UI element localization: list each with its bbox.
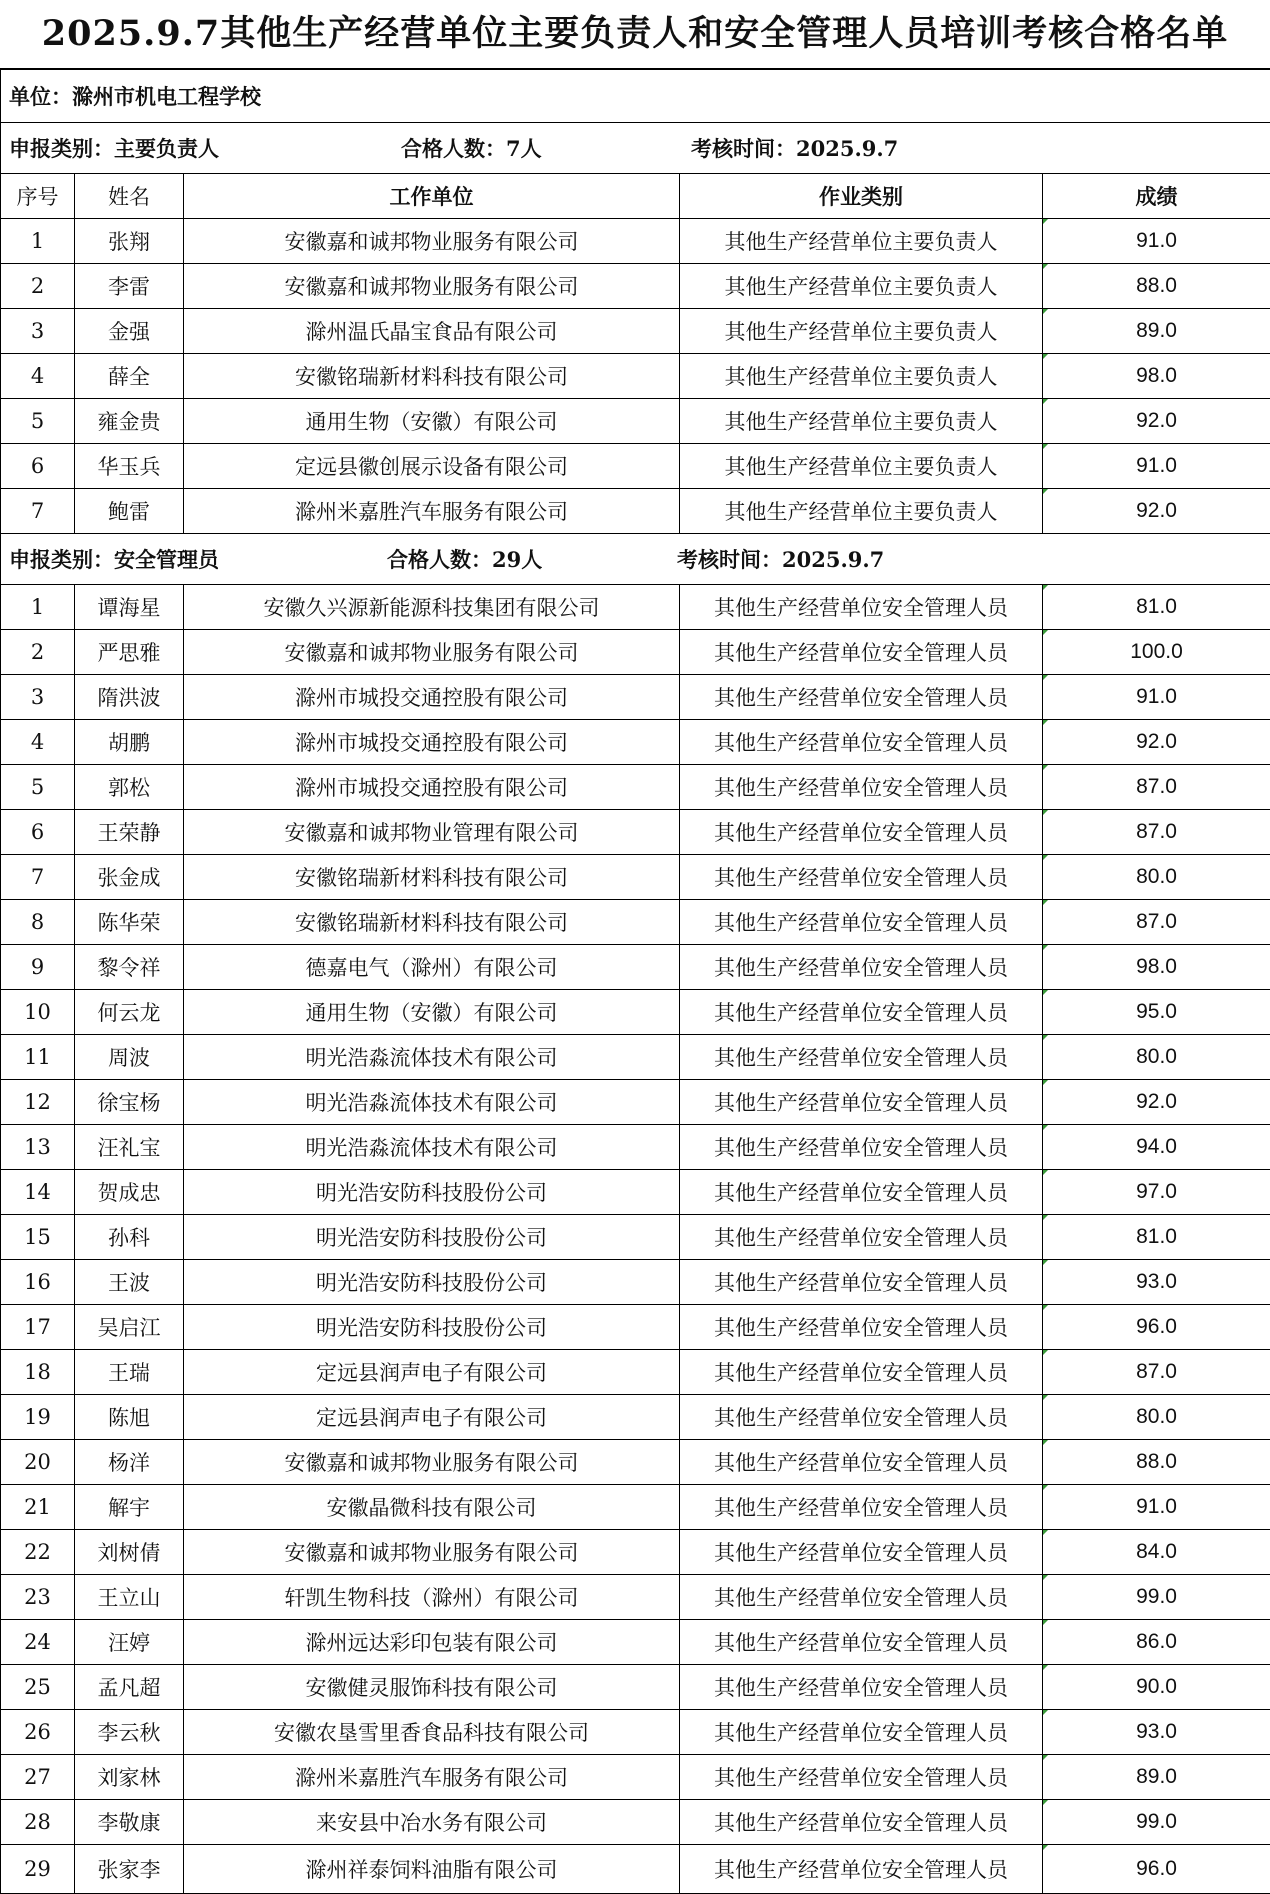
employer: 滁州市城投交通控股有限公司 (184, 675, 680, 720)
row-index: 3 (1, 675, 75, 720)
job-category: 其他生产经营单位安全管理人员 (680, 1845, 1043, 1894)
table-row (1, 720, 1270, 765)
employer: 安徽嘉和诚邦物业服务有限公司 (184, 1530, 680, 1575)
row-index: 11 (1, 1035, 75, 1080)
pass-count: 合格人数：7人 (387, 133, 691, 163)
job-category: 其他生产经营单位安全管理人员 (680, 765, 1043, 810)
score: 91.0 (1043, 444, 1270, 489)
table-row (1, 1665, 1270, 1710)
employer: 滁州市城投交通控股有限公司 (184, 720, 680, 765)
job-category: 其他生产经营单位安全管理人员 (680, 720, 1043, 765)
score: 98.0 (1043, 354, 1270, 399)
person-name: 杨洋 (75, 1440, 184, 1485)
table-row (1, 900, 1270, 945)
person-name: 李云秋 (75, 1710, 184, 1755)
row-index: 29 (1, 1845, 75, 1894)
person-name: 谭海星 (75, 585, 184, 630)
score: 80.0 (1043, 855, 1270, 900)
row-index: 10 (1, 990, 75, 1035)
table-row (1, 489, 1270, 534)
person-name: 王荣静 (75, 810, 184, 855)
table-row (1, 1125, 1270, 1170)
score: 81.0 (1043, 585, 1270, 630)
unit-row (1, 70, 1270, 123)
person-name: 张家李 (75, 1845, 184, 1894)
job-category: 其他生产经营单位安全管理人员 (680, 1440, 1043, 1485)
job-category: 其他生产经营单位安全管理人员 (680, 900, 1043, 945)
row-index: 1 (1, 219, 75, 264)
row-index: 4 (1, 720, 75, 765)
person-name: 严思雅 (75, 630, 184, 675)
job-category: 其他生产经营单位主要负责人 (680, 444, 1043, 489)
table-row (1, 1170, 1270, 1215)
score: 92.0 (1043, 720, 1270, 765)
person-name: 雍金贵 (75, 399, 184, 444)
score: 93.0 (1043, 1710, 1270, 1755)
employer: 安徽嘉和诚邦物业服务有限公司 (184, 219, 680, 264)
row-index: 6 (1, 810, 75, 855)
job-category: 其他生产经营单位安全管理人员 (680, 1575, 1043, 1620)
score: 96.0 (1043, 1845, 1270, 1894)
job-category: 其他生产经营单位安全管理人员 (680, 1260, 1043, 1305)
row-index: 22 (1, 1530, 75, 1575)
row-index: 19 (1, 1395, 75, 1440)
category-cell (1, 534, 1270, 585)
employer: 通用生物（安徽）有限公司 (184, 399, 680, 444)
score: 93.0 (1043, 1260, 1270, 1305)
row-index: 25 (1, 1665, 75, 1710)
person-name: 黎令祥 (75, 945, 184, 990)
job-category: 其他生产经营单位主要负责人 (680, 264, 1043, 309)
table-row (1, 309, 1270, 354)
category-label: 申报类别：主要负责人 (9, 133, 387, 163)
job-category: 其他生产经营单位安全管理人员 (680, 1620, 1043, 1665)
score: 80.0 (1043, 1035, 1270, 1080)
job-category: 其他生产经营单位安全管理人员 (680, 810, 1043, 855)
person-name: 解宇 (75, 1485, 184, 1530)
score: 99.0 (1043, 1800, 1270, 1845)
roster-body (1, 70, 1270, 1894)
job-category: 其他生产经营单位安全管理人员 (680, 1080, 1043, 1125)
row-index: 24 (1, 1620, 75, 1665)
table-row (1, 1350, 1270, 1395)
job-category: 其他生产经营单位安全管理人员 (680, 1710, 1043, 1755)
row-index: 4 (1, 354, 75, 399)
score: 91.0 (1043, 1485, 1270, 1530)
employer: 明光浩安防科技股份公司 (184, 1260, 680, 1305)
table-row (1, 399, 1270, 444)
employer: 明光浩淼流体技术有限公司 (184, 1125, 680, 1170)
score: 98.0 (1043, 945, 1270, 990)
table-row (1, 990, 1270, 1035)
table-row (1, 765, 1270, 810)
row-index: 28 (1, 1800, 75, 1845)
employer: 滁州米嘉胜汽车服务有限公司 (184, 1755, 680, 1800)
row-index: 9 (1, 945, 75, 990)
employer: 安徽铭瑞新材料科技有限公司 (184, 354, 680, 399)
page-title: 2025.9.7其他生产经营单位主要负责人和安全管理人员培训考核合格名单 (0, 0, 1270, 69)
score: 89.0 (1043, 1755, 1270, 1800)
table-row (1, 1755, 1270, 1800)
person-name: 刘树倩 (75, 1530, 184, 1575)
table-row (1, 585, 1270, 630)
score: 94.0 (1043, 1125, 1270, 1170)
person-name: 周波 (75, 1035, 184, 1080)
row-index: 6 (1, 444, 75, 489)
table-row (1, 264, 1270, 309)
header-row (1, 174, 1270, 219)
row-index: 27 (1, 1755, 75, 1800)
table-row (1, 1395, 1270, 1440)
score: 95.0 (1043, 990, 1270, 1035)
person-name: 陈旭 (75, 1395, 184, 1440)
header-index: 序号 (1, 174, 75, 219)
person-name: 汪礼宝 (75, 1125, 184, 1170)
employer: 安徽健灵服饰科技有限公司 (184, 1665, 680, 1710)
table-row (1, 1800, 1270, 1845)
score: 88.0 (1043, 264, 1270, 309)
score: 84.0 (1043, 1530, 1270, 1575)
row-index: 23 (1, 1575, 75, 1620)
person-name: 华玉兵 (75, 444, 184, 489)
header-score: 成绩 (1043, 174, 1270, 219)
score: 99.0 (1043, 1575, 1270, 1620)
job-category: 其他生产经营单位主要负责人 (680, 354, 1043, 399)
row-index: 20 (1, 1440, 75, 1485)
person-name: 汪婷 (75, 1620, 184, 1665)
employer: 明光浩淼流体技术有限公司 (184, 1035, 680, 1080)
score: 97.0 (1043, 1170, 1270, 1215)
job-category: 其他生产经营单位安全管理人员 (680, 945, 1043, 990)
person-name: 薛全 (75, 354, 184, 399)
pass-count: 合格人数：29人 (387, 544, 677, 574)
score: 87.0 (1043, 810, 1270, 855)
job-category: 其他生产经营单位安全管理人员 (680, 1395, 1043, 1440)
job-category: 其他生产经营单位安全管理人员 (680, 1035, 1043, 1080)
score: 92.0 (1043, 1080, 1270, 1125)
person-name: 郭松 (75, 765, 184, 810)
employer: 安徽铭瑞新材料科技有限公司 (184, 900, 680, 945)
employer: 通用生物（安徽）有限公司 (184, 990, 680, 1035)
employer: 定远县润声电子有限公司 (184, 1350, 680, 1395)
employer: 明光浩安防科技股份公司 (184, 1305, 680, 1350)
table-row (1, 1035, 1270, 1080)
person-name: 李雷 (75, 264, 184, 309)
score: 100.0 (1043, 630, 1270, 675)
job-category: 其他生产经营单位主要负责人 (680, 309, 1043, 354)
job-category: 其他生产经营单位安全管理人员 (680, 990, 1043, 1035)
person-name: 吴启江 (75, 1305, 184, 1350)
job-category: 其他生产经营单位主要负责人 (680, 219, 1043, 264)
job-category: 其他生产经营单位安全管理人员 (680, 1215, 1043, 1260)
employer: 滁州温氏晶宝食品有限公司 (184, 309, 680, 354)
person-name: 胡鹏 (75, 720, 184, 765)
table-row (1, 1440, 1270, 1485)
row-index: 18 (1, 1350, 75, 1395)
row-index: 5 (1, 765, 75, 810)
table-row (1, 444, 1270, 489)
category-label: 申报类别：安全管理员 (9, 544, 387, 574)
row-index: 21 (1, 1485, 75, 1530)
row-index: 3 (1, 309, 75, 354)
person-name: 鲍雷 (75, 489, 184, 534)
person-name: 徐宝杨 (75, 1080, 184, 1125)
row-index: 2 (1, 630, 75, 675)
header-job-category: 作业类别 (680, 174, 1043, 219)
employer: 轩凯生物科技（滁州）有限公司 (184, 1575, 680, 1620)
table-row (1, 1710, 1270, 1755)
employer: 安徽久兴源新能源科技集团有限公司 (184, 585, 680, 630)
person-name: 王波 (75, 1260, 184, 1305)
table-row (1, 630, 1270, 675)
row-index: 2 (1, 264, 75, 309)
table-row (1, 1620, 1270, 1665)
score: 87.0 (1043, 900, 1270, 945)
employer: 滁州市城投交通控股有限公司 (184, 765, 680, 810)
score: 90.0 (1043, 1665, 1270, 1710)
row-index: 13 (1, 1125, 75, 1170)
job-category: 其他生产经营单位安全管理人员 (680, 630, 1043, 675)
job-category: 其他生产经营单位主要负责人 (680, 489, 1043, 534)
employer: 滁州祥泰饲料油脂有限公司 (184, 1845, 680, 1894)
header-name: 姓名 (75, 174, 184, 219)
person-name: 孟凡超 (75, 1665, 184, 1710)
table-row (1, 855, 1270, 900)
job-category: 其他生产经营单位安全管理人员 (680, 1665, 1043, 1710)
category-row (1, 123, 1270, 174)
row-index: 7 (1, 489, 75, 534)
row-index: 12 (1, 1080, 75, 1125)
person-name: 李敬康 (75, 1800, 184, 1845)
row-index: 5 (1, 399, 75, 444)
score: 96.0 (1043, 1305, 1270, 1350)
job-category: 其他生产经营单位安全管理人员 (680, 1170, 1043, 1215)
employer: 安徽农垦雪里香食品科技有限公司 (184, 1710, 680, 1755)
employer: 安徽嘉和诚邦物业服务有限公司 (184, 264, 680, 309)
table-row (1, 219, 1270, 264)
score: 88.0 (1043, 1440, 1270, 1485)
row-index: 1 (1, 585, 75, 630)
score: 92.0 (1043, 489, 1270, 534)
job-category: 其他生产经营单位安全管理人员 (680, 1485, 1043, 1530)
person-name: 何云龙 (75, 990, 184, 1035)
category-cell (1, 123, 1270, 174)
table-row (1, 810, 1270, 855)
person-name: 张翔 (75, 219, 184, 264)
table-row (1, 1575, 1270, 1620)
employer: 安徽晶微科技有限公司 (184, 1485, 680, 1530)
score: 92.0 (1043, 399, 1270, 444)
employer: 滁州米嘉胜汽车服务有限公司 (184, 489, 680, 534)
job-category: 其他生产经营单位安全管理人员 (680, 1125, 1043, 1170)
person-name: 金强 (75, 309, 184, 354)
employer: 定远县徽创展示设备有限公司 (184, 444, 680, 489)
row-index: 7 (1, 855, 75, 900)
employer: 来安县中冶水务有限公司 (184, 1800, 680, 1845)
table-row (1, 1305, 1270, 1350)
score: 89.0 (1043, 309, 1270, 354)
row-index: 17 (1, 1305, 75, 1350)
row-index: 15 (1, 1215, 75, 1260)
table-row (1, 1845, 1270, 1894)
table-row (1, 354, 1270, 399)
table-row (1, 675, 1270, 720)
score: 86.0 (1043, 1620, 1270, 1665)
exam-time: 考核时间：2025.9.7 (691, 133, 898, 163)
employer: 明光浩安防科技股份公司 (184, 1170, 680, 1215)
person-name: 张金成 (75, 855, 184, 900)
roster-table (0, 69, 1270, 1894)
employer: 安徽嘉和诚邦物业管理有限公司 (184, 810, 680, 855)
employer: 安徽嘉和诚邦物业服务有限公司 (184, 630, 680, 675)
person-name: 王立山 (75, 1575, 184, 1620)
job-category: 其他生产经营单位主要负责人 (680, 399, 1043, 444)
table-row (1, 1485, 1270, 1530)
exam-time: 考核时间：2025.9.7 (677, 544, 884, 574)
person-name: 隋洪波 (75, 675, 184, 720)
header-employer: 工作单位 (184, 174, 680, 219)
score: 87.0 (1043, 1350, 1270, 1395)
row-index: 8 (1, 900, 75, 945)
employer: 安徽铭瑞新材料科技有限公司 (184, 855, 680, 900)
job-category: 其他生产经营单位安全管理人员 (680, 1755, 1043, 1800)
score: 87.0 (1043, 765, 1270, 810)
person-name: 陈华荣 (75, 900, 184, 945)
job-category: 其他生产经营单位安全管理人员 (680, 1305, 1043, 1350)
person-name: 贺成忠 (75, 1170, 184, 1215)
employer: 德嘉电气（滁州）有限公司 (184, 945, 680, 990)
employer: 定远县润声电子有限公司 (184, 1395, 680, 1440)
person-name: 孙科 (75, 1215, 184, 1260)
table-row (1, 1260, 1270, 1305)
table-row (1, 945, 1270, 990)
job-category: 其他生产经营单位安全管理人员 (680, 855, 1043, 900)
employer: 安徽嘉和诚邦物业服务有限公司 (184, 1440, 680, 1485)
row-index: 16 (1, 1260, 75, 1305)
job-category: 其他生产经营单位安全管理人员 (680, 585, 1043, 630)
person-name: 王瑞 (75, 1350, 184, 1395)
employer: 明光浩淼流体技术有限公司 (184, 1080, 680, 1125)
score: 91.0 (1043, 219, 1270, 264)
table-row (1, 1080, 1270, 1125)
table-row (1, 1215, 1270, 1260)
job-category: 其他生产经营单位安全管理人员 (680, 675, 1043, 720)
row-index: 26 (1, 1710, 75, 1755)
table-row (1, 1530, 1270, 1575)
person-name: 刘家林 (75, 1755, 184, 1800)
job-category: 其他生产经营单位安全管理人员 (680, 1350, 1043, 1395)
score: 80.0 (1043, 1395, 1270, 1440)
unit-label: 单位：滁州市机电工程学校 (1, 70, 1270, 123)
job-category: 其他生产经营单位安全管理人员 (680, 1530, 1043, 1575)
score: 81.0 (1043, 1215, 1270, 1260)
row-index: 14 (1, 1170, 75, 1215)
score: 91.0 (1043, 675, 1270, 720)
employer: 滁州远达彩印包装有限公司 (184, 1620, 680, 1665)
category-row (1, 534, 1270, 585)
job-category: 其他生产经营单位安全管理人员 (680, 1800, 1043, 1845)
employer: 明光浩安防科技股份公司 (184, 1215, 680, 1260)
